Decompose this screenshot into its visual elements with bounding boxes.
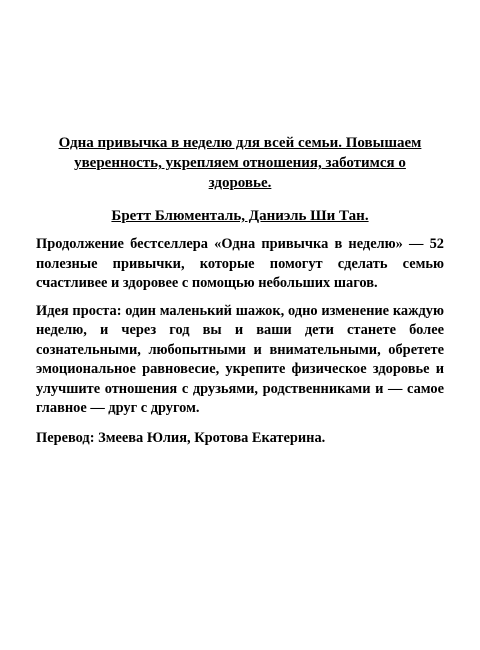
translation-credits: Перевод: Змеева Юлия, Кротова Екатерина.	[36, 429, 326, 446]
description-paragraph-2: Идея проста: один маленький шажок, одно изменение каждую неделю, и через год вы и ваши дети станете более сознательными, любопытными и внимательными, обретете эмоциональное равновесие, укрепите физическое здоровье и улучшите отношения с друзьями, родственниками и — самое главное — друг с другом.	[36, 302, 444, 416]
book-title: Одна привычка в неделю для всей семьи. Повышаем уверенность, укрепляем отношения, заботимся о здоровье.	[58, 135, 422, 191]
book-authors: Бретт Блюменталь, Даниэль Ши Тан.	[111, 208, 369, 224]
description-paragraph-1: Продолжение бестселлера «Одна привычка в неделю» — 52 полезные привычки, которые помогут сделать семью счастливее и здоровее с помощью небольших шагов.	[36, 236, 444, 291]
